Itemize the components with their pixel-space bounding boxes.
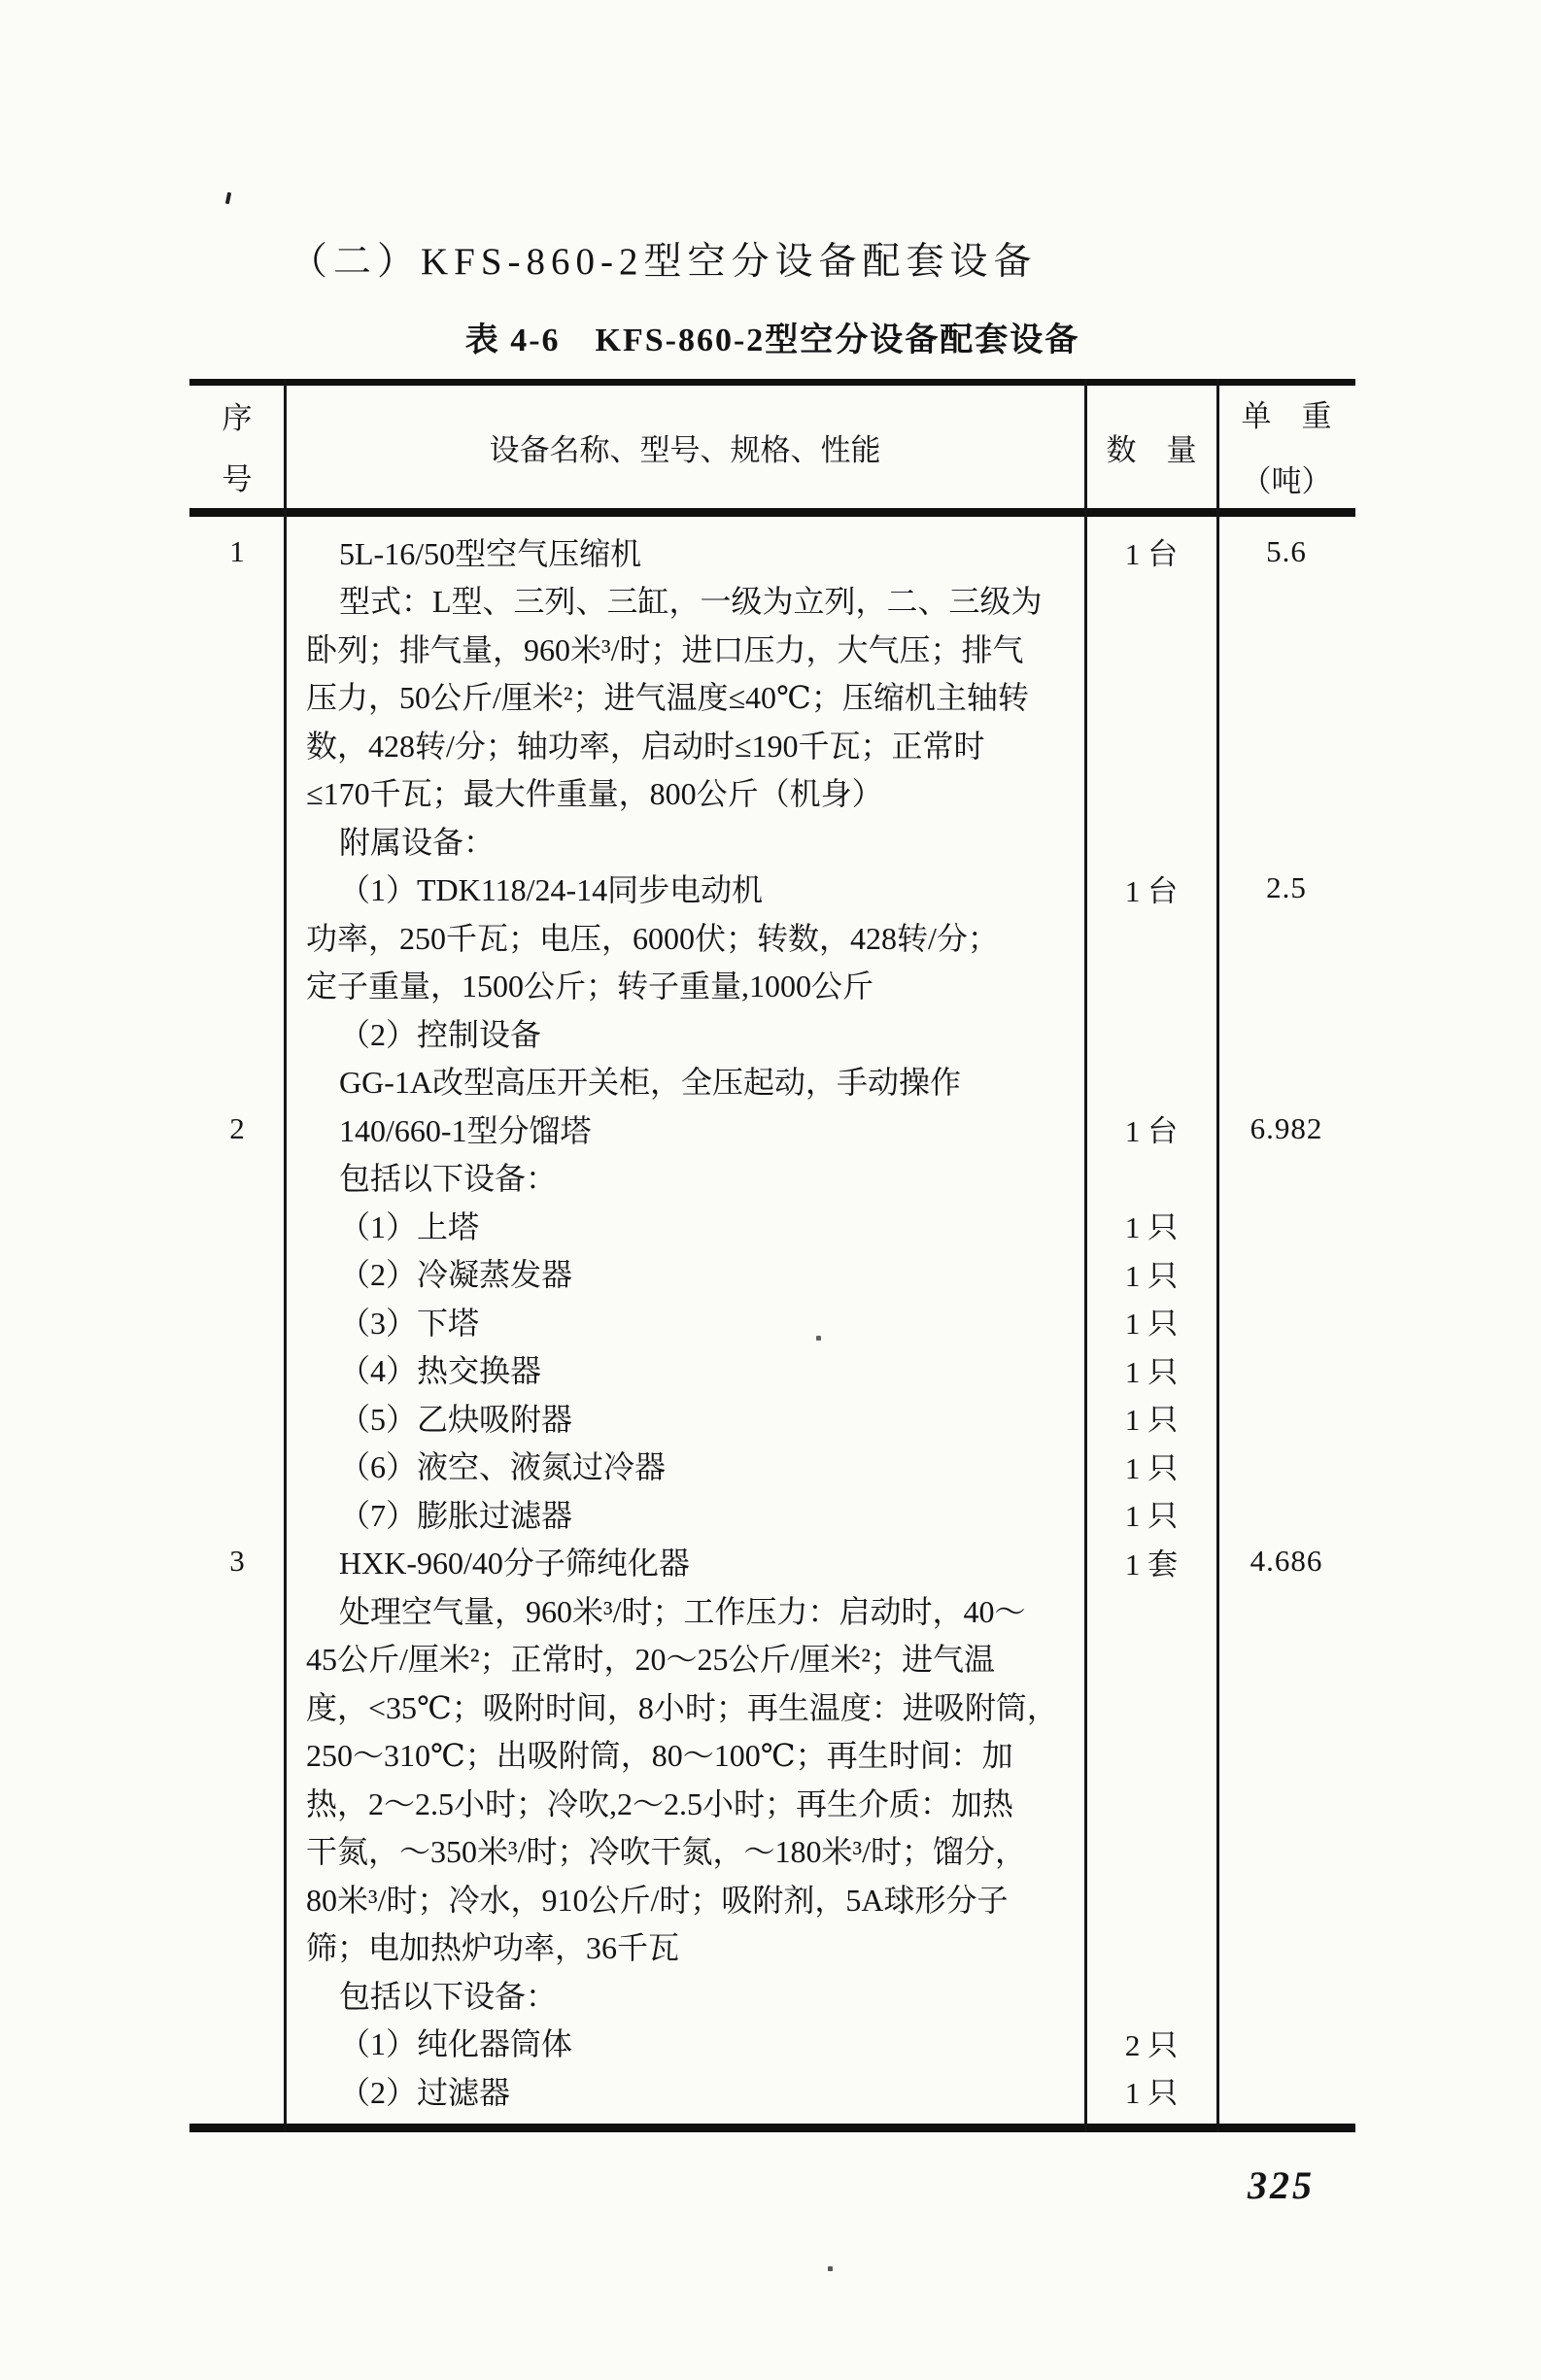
row-qty: 1 台 <box>1124 873 1179 908</box>
header-seq-line2: 号 <box>222 462 253 496</box>
table-row <box>189 672 1355 721</box>
column-divider-seq <box>284 379 287 2132</box>
ink-speck <box>225 192 231 205</box>
row-text: ≤170千瓦；最大件重量，800公斤（机身） <box>306 776 883 812</box>
row-qty: 1 只 <box>1124 1354 1179 1389</box>
table-row <box>189 1297 1355 1345</box>
header-weight <box>1217 386 1355 508</box>
header-weight-line2: （吨） <box>1241 464 1332 498</box>
row-qty: 1 只 <box>1124 1450 1179 1485</box>
table-row <box>189 1826 1355 1875</box>
row-qty: 1 只 <box>1124 1258 1179 1293</box>
row-text: 热，2～2.5小时；冷吹,2～2.5小时；再生介质：加热 <box>306 1785 1014 1821</box>
table-row <box>189 865 1355 913</box>
table-row <box>189 2066 1355 2115</box>
table-row <box>189 527 1355 576</box>
equipment-table <box>189 379 1355 2132</box>
header-qty-label: 数 量 <box>1106 432 1197 467</box>
row-text: 数，428转/分；轴功率，启动时≤190千瓦；正常时 <box>306 728 985 764</box>
row-qty: 1 只 <box>1124 1499 1179 1534</box>
row-qty: 1 只 <box>1124 1307 1179 1342</box>
table-row <box>189 720 1355 768</box>
row-qty: 1 套 <box>1124 1547 1179 1581</box>
row-text: 5L-16/50型空气压缩机 <box>339 535 642 571</box>
row-text: （5）乙炔吸附器 <box>339 1401 573 1437</box>
table-caption: 表 4-6 KFS-860-2型空分设备配套设备 <box>464 323 1080 358</box>
row-text: （7）膨胀过滤器 <box>339 1497 573 1533</box>
table-row <box>189 1585 1355 1634</box>
row-weight: 4.686 <box>1250 1544 1323 1579</box>
table-row <box>189 1057 1355 1105</box>
row-qty: 1 只 <box>1124 1403 1179 1438</box>
column-divider-qty <box>1084 379 1087 2132</box>
row-text: 140/660-1型分馏塔 <box>339 1112 592 1148</box>
table-row <box>189 1249 1355 1298</box>
table-row <box>189 624 1355 672</box>
table-row <box>189 1489 1355 1538</box>
row-text: 筛；电加热炉功率，36千瓦 <box>306 1930 680 1966</box>
table-row <box>189 1008 1355 1057</box>
row-seq: 2 <box>229 1110 245 1145</box>
header-name-label: 设备名称、型号、规格、性能 <box>489 432 881 467</box>
row-text: 45公斤/厘米²；正常时，20～25公斤/厘米²；进气温 <box>306 1642 995 1678</box>
header-qty <box>1085 386 1217 508</box>
table-row <box>189 1874 1355 1922</box>
row-text: （1）上塔 <box>339 1208 480 1244</box>
table-row <box>189 576 1355 625</box>
row-text: （1）TDK118/24-14同步电动机 <box>339 872 764 908</box>
table-row <box>189 816 1355 865</box>
table-row <box>189 2019 1355 2067</box>
row-text: （6）液空、液氮过冷器 <box>339 1449 667 1485</box>
table-header-rule <box>189 508 1355 517</box>
table-row <box>189 1778 1355 1826</box>
row-text: （2）冷凝蒸发器 <box>339 1257 573 1293</box>
row-text: GG-1A改型高压开关柜，全压起动，手动操作 <box>339 1065 961 1101</box>
column-divider-weight <box>1216 379 1219 2132</box>
row-qty: 2 只 <box>1124 2027 1179 2062</box>
row-text: （2）过滤器 <box>339 2074 511 2110</box>
table-header-row <box>189 386 1355 508</box>
row-text: 250～310℃；出吸附筒，80～100℃；再生时间：加 <box>306 1738 1013 1774</box>
row-text: HXK-960/40分子筛纯化器 <box>339 1546 690 1581</box>
row-qty: 1 台 <box>1124 1114 1179 1149</box>
table-row <box>189 1201 1355 1249</box>
row-text: 压力，50公斤/厘米²；进气温度≤40℃；压缩机主轴转 <box>306 680 1029 716</box>
row-qty: 1 只 <box>1124 1210 1179 1245</box>
row-text: （1）纯化器筒体 <box>339 2026 573 2062</box>
row-text: 功率，250千瓦；电压，6000伏；转数，428转/分； <box>306 920 999 956</box>
header-weight-line1: 单 重 <box>1241 399 1332 433</box>
row-text: 干氮，～350米³/时；冷吹干氮，～180米³/时；馏分， <box>306 1834 1026 1870</box>
table-row <box>189 912 1355 961</box>
table-row <box>189 1538 1355 1586</box>
row-qty: 1 只 <box>1124 2076 1179 2111</box>
table-row <box>189 1682 1355 1730</box>
row-weight: 6.982 <box>1250 1110 1323 1145</box>
row-text: 附属设备： <box>339 824 496 860</box>
table-row <box>189 961 1355 1009</box>
ink-speck <box>828 2266 833 2271</box>
row-text: （4）热交换器 <box>339 1353 542 1389</box>
row-weight: 5.6 <box>1266 533 1307 568</box>
row-seq: 1 <box>229 533 245 568</box>
table-row <box>189 768 1355 817</box>
table-row <box>189 1345 1355 1394</box>
row-text: 处理空气量，960米³/时；工作压力：启动时，40～ <box>339 1593 1026 1629</box>
table-row <box>189 1153 1355 1202</box>
row-text: 度，<35℃；吸附时间，8小时；再生温度：进吸附筒， <box>306 1689 1058 1725</box>
row-text: （2）控制设备 <box>339 1016 542 1052</box>
table-row <box>189 1634 1355 1683</box>
table-row <box>189 1393 1355 1442</box>
row-text: 卧列；排气量，960米³/时；进口压力，大气压；排气 <box>306 631 1024 667</box>
row-text: 包括以下设备： <box>339 1161 558 1197</box>
table-row <box>189 1730 1355 1779</box>
header-seq-line1: 序 <box>222 401 253 435</box>
row-text: 型式：L型、三列、三缸，一级为立列，二、三级为 <box>339 584 1043 620</box>
row-weight: 2.5 <box>1266 870 1307 905</box>
table-bottom-rule <box>189 2124 1355 2132</box>
table-row <box>189 1970 1355 2019</box>
section-title: （二）KFS-860-2型空分设备配套设备 <box>290 241 1038 283</box>
row-text: （3）下塔 <box>339 1305 480 1341</box>
row-text: 定子重量，1500公斤；转子重量,1000公斤 <box>306 969 874 1004</box>
table-body <box>189 517 1355 2124</box>
header-seq <box>189 386 285 508</box>
row-text: 包括以下设备： <box>339 1978 558 2014</box>
table-row <box>189 1922 1355 1971</box>
table-top-rule <box>189 379 1355 386</box>
row-qty: 1 台 <box>1124 537 1179 572</box>
page-number: 325 <box>1248 2163 1315 2207</box>
table-row <box>189 1105 1355 1153</box>
table-row <box>189 1442 1355 1490</box>
row-seq: 3 <box>229 1544 245 1579</box>
header-name <box>285 386 1085 508</box>
row-text: 80米³/时；冷水，910公斤/时；吸附剂，5A球形分子 <box>306 1882 1009 1918</box>
